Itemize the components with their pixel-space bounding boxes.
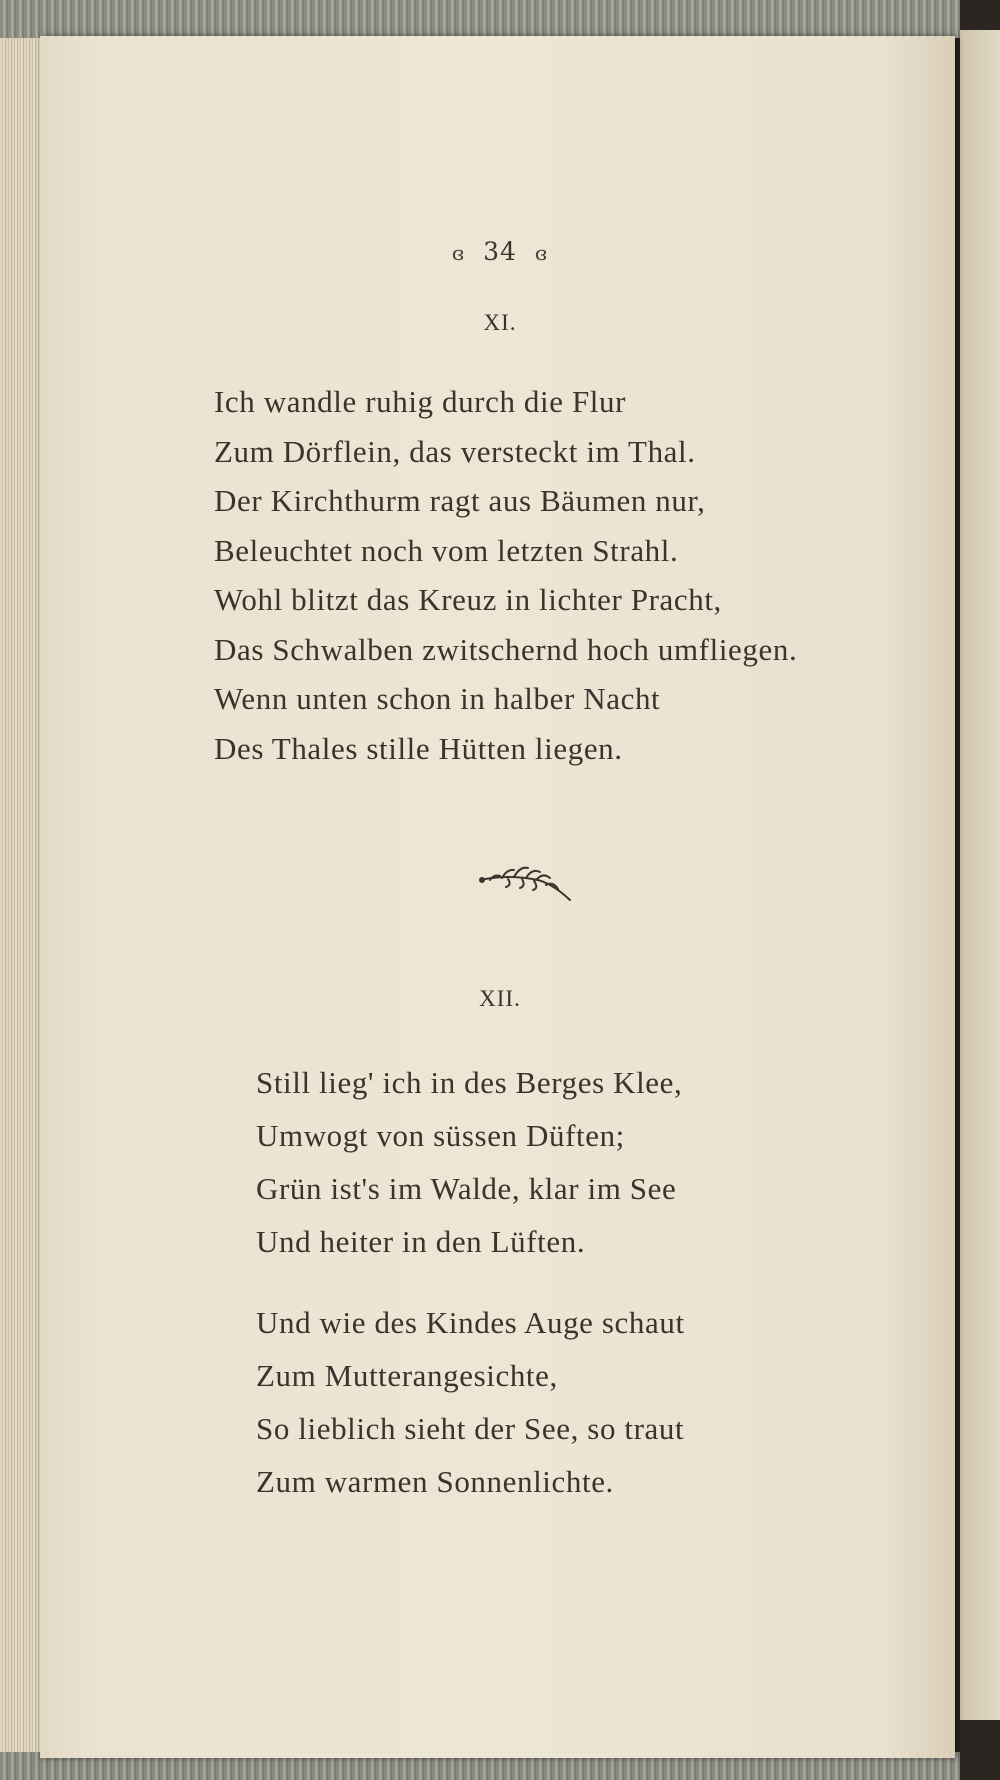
section-numeral-xi: XI. — [483, 310, 517, 335]
page-number-header — [0, 237, 1000, 266]
ornament-right-icon: ɞ — [534, 241, 549, 265]
stanza-break — [256, 1268, 685, 1296]
poem-line: Der Kirchthurm ragt aus Bäumen nur, — [214, 483, 706, 518]
poem-line: Das Schwalben zwitschernd hoch umfliegen. — [214, 631, 798, 667]
poem-xii — [256, 1056, 685, 1508]
poem-xi — [214, 377, 797, 773]
poem-line: Grün ist's im Walde, klar im See — [256, 1171, 677, 1206]
poem-line: So lieblich sieht der See, so traut — [256, 1411, 685, 1446]
poem-line: Umwogt von süssen Düften; — [256, 1118, 625, 1153]
facing-page-edge — [960, 30, 1000, 1720]
poem-line: Wenn unten schon in halber Nacht — [214, 681, 661, 716]
poem-line: Ich wandle ruhig durch die Flur — [214, 384, 627, 419]
cloth-binding-top — [0, 0, 960, 38]
poem-line: Zum Mutterangesichte, — [256, 1358, 558, 1393]
poem-line: Still lieg' ich in des Berges Klee, — [256, 1065, 683, 1100]
poem-line: Und heiter in den Lüften. — [256, 1224, 586, 1259]
fleuron-icon — [478, 858, 578, 902]
poem-line: Beleuchtet noch vom letzten Strahl. — [214, 532, 679, 568]
poem-line: Und wie des Kindes Auge schaut — [256, 1305, 685, 1340]
page-number: 34 — [483, 237, 517, 266]
poem-line: Zum Dörflein, das versteckt im Thal. — [214, 433, 696, 469]
poem-line: Wohl blitzt das Kreuz in lichter Pracht, — [214, 582, 722, 617]
section-numeral-xii: XII. — [479, 986, 521, 1011]
poem-line: Zum warmen Sonnenlichte. — [256, 1464, 614, 1499]
ornament-left-icon: ɞ — [451, 241, 466, 265]
poem-line: Des Thales stille Hütten liegen. — [214, 730, 623, 766]
